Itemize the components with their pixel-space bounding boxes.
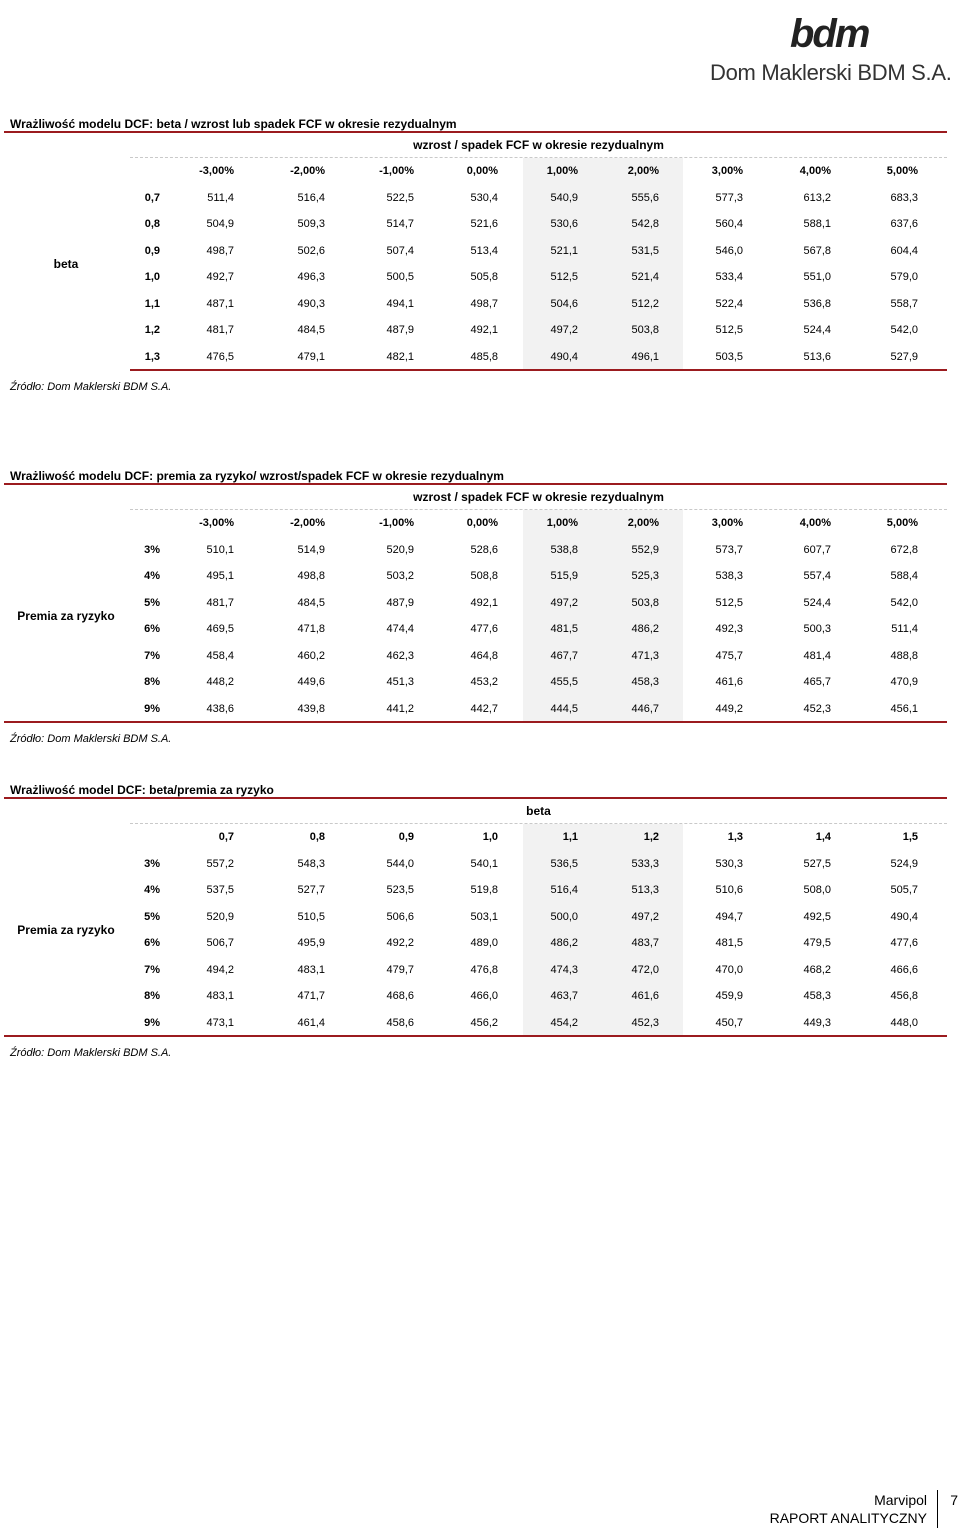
table-cell: 449,2 xyxy=(715,702,743,715)
table-cell: 438,6 xyxy=(206,702,234,715)
table-cell: 542,0 xyxy=(890,596,918,609)
column-header: 4,00% xyxy=(799,165,831,177)
table-cell: 461,4 xyxy=(297,1016,325,1029)
table-cell: 504,6 xyxy=(550,297,578,310)
table-cell: 500,5 xyxy=(386,271,414,283)
table-cell: 504,9 xyxy=(206,218,234,230)
table-cell: 536,5 xyxy=(550,857,578,870)
row-header: 0,8 xyxy=(144,218,160,230)
column-header: 3,00% xyxy=(711,165,743,177)
table-cell: 488,8 xyxy=(890,649,918,662)
row-header: 5% xyxy=(144,596,160,609)
table-cell: 512,2 xyxy=(631,297,659,310)
table-cell: 473,1 xyxy=(206,1016,234,1029)
table-cell: 527,5 xyxy=(803,857,831,870)
column-header: 0,00% xyxy=(466,165,498,177)
table-cell: 452,3 xyxy=(631,1016,659,1029)
row-header: 8% xyxy=(144,676,160,688)
table-row xyxy=(130,264,947,290)
table-cell: 487,9 xyxy=(386,596,414,609)
table-cell: 521,4 xyxy=(631,271,659,283)
table-cell: 492,2 xyxy=(386,937,414,949)
table-cell: 516,4 xyxy=(550,884,578,896)
table-cell: 555,6 xyxy=(631,191,659,204)
table-cell: 533,4 xyxy=(715,271,743,283)
table-cell: 477,6 xyxy=(890,937,918,949)
table-cell: 542,0 xyxy=(890,324,918,336)
table-cell: 513,4 xyxy=(470,244,498,257)
column-header: 1,1 xyxy=(562,831,578,843)
table-cell: 484,5 xyxy=(297,324,325,336)
column-header: 2,00% xyxy=(627,165,659,177)
table-cell: 456,2 xyxy=(470,1016,498,1029)
table-cell: 476,5 xyxy=(206,350,234,363)
table-cell: 479,1 xyxy=(297,350,325,363)
table-header-row xyxy=(130,510,947,536)
table-cell: 511,4 xyxy=(891,623,918,635)
column-header: 1,00% xyxy=(546,517,578,529)
table-cell: 495,1 xyxy=(206,570,234,582)
source-note: Źródło: Dom Maklerski BDM S.A. xyxy=(10,1047,172,1059)
table-cell: 483,1 xyxy=(297,963,325,976)
table-row xyxy=(130,1010,947,1036)
table-cell: 540,1 xyxy=(470,857,498,870)
row-header: 7% xyxy=(144,649,160,662)
table-cell: 522,5 xyxy=(386,191,414,204)
table-cell: 492,3 xyxy=(715,623,743,635)
table-cell: 486,2 xyxy=(631,623,659,635)
table-cell: 446,7 xyxy=(631,702,659,715)
table-cell: 459,9 xyxy=(715,990,743,1002)
page-footer xyxy=(760,1488,960,1528)
table-cell: 506,6 xyxy=(386,910,414,923)
table-cell: 487,1 xyxy=(206,297,234,310)
table-cell: 528,6 xyxy=(470,543,498,556)
table-cell: 512,5 xyxy=(715,324,743,336)
table-cell: 481,5 xyxy=(550,623,578,635)
column-header: 1,0 xyxy=(482,831,498,843)
table-cell: 456,8 xyxy=(890,990,918,1002)
logo-mark xyxy=(790,8,900,56)
table-cell: 497,2 xyxy=(631,910,659,923)
table-cell: 516,4 xyxy=(297,191,325,204)
table-cell: 520,9 xyxy=(206,910,234,923)
table-row xyxy=(130,291,947,317)
row-header: 9% xyxy=(144,1016,160,1029)
table-row xyxy=(130,616,947,642)
table-cell: 613,2 xyxy=(803,191,831,204)
table-cell: 492,1 xyxy=(470,324,498,336)
table-cell: 471,3 xyxy=(631,649,659,662)
table-cell: 494,7 xyxy=(715,910,743,923)
table-row xyxy=(130,238,947,264)
table-cell: 450,7 xyxy=(715,1016,743,1029)
table-cell: 558,7 xyxy=(890,297,918,310)
table-cell: 448,2 xyxy=(206,676,234,688)
table-cell: 519,8 xyxy=(470,884,498,896)
table-cell: 461,6 xyxy=(715,676,743,688)
table-cell: 451,3 xyxy=(386,676,414,688)
table-cell: 510,5 xyxy=(297,910,325,923)
table-cell: 458,3 xyxy=(803,990,831,1002)
row-header: 1,3 xyxy=(144,350,160,363)
table-bottom-rule xyxy=(130,369,947,371)
table-cell: 540,9 xyxy=(550,191,578,204)
table-row xyxy=(130,669,947,695)
table-cell: 449,6 xyxy=(297,676,325,688)
table-cell: 481,7 xyxy=(206,596,234,609)
table-cell: 477,6 xyxy=(470,623,498,635)
table-cell: 527,9 xyxy=(890,350,918,363)
table-cell: 538,8 xyxy=(550,543,578,556)
table-cell: 524,9 xyxy=(890,857,918,870)
table-cell: 496,1 xyxy=(631,350,659,363)
table-cell: 604,4 xyxy=(890,244,918,257)
table-cell: 523,5 xyxy=(386,884,414,896)
footer-company: Marvipol xyxy=(874,1492,927,1508)
table-cell: 524,4 xyxy=(803,324,831,336)
table-row xyxy=(130,211,947,237)
column-header: 0,9 xyxy=(398,831,414,843)
table-row xyxy=(130,930,947,956)
sensitivity-table-risk-premium-fcf xyxy=(0,468,960,748)
table-row xyxy=(130,957,947,983)
table-cell: 502,6 xyxy=(297,244,325,257)
table-cell: 577,3 xyxy=(715,191,743,204)
table-cell: 494,2 xyxy=(206,963,234,976)
table-cell: 468,2 xyxy=(803,963,831,976)
table-cell: 441,2 xyxy=(386,702,414,715)
row-header: 0,9 xyxy=(144,244,160,257)
column-header: 5,00% xyxy=(886,165,918,177)
table-cell: 492,5 xyxy=(803,910,831,923)
column-header: 0,8 xyxy=(309,831,325,843)
table-cell: 483,7 xyxy=(631,937,659,949)
row-header: 0,7 xyxy=(144,191,160,204)
table-cell: 530,3 xyxy=(715,857,743,870)
table-cell: 474,3 xyxy=(550,963,578,976)
table-cell: 495,9 xyxy=(297,937,325,949)
row-header: 6% xyxy=(144,623,160,635)
table-cell: 455,5 xyxy=(550,676,578,688)
table-cell: 506,7 xyxy=(206,937,234,949)
table-cell: 542,8 xyxy=(631,218,659,230)
row-header: 1,1 xyxy=(144,297,160,310)
row-header: 4% xyxy=(144,884,160,896)
section-title: Wrażliwość model DCF: beta/premia za ryzyko xyxy=(10,783,274,797)
table-cell: 453,2 xyxy=(470,676,498,688)
column-header: -3,00% xyxy=(199,165,234,177)
table-cell: 500,0 xyxy=(550,910,578,923)
table-cell: 538,3 xyxy=(715,570,743,582)
row-header: 3% xyxy=(144,857,160,870)
table-cell: 489,0 xyxy=(470,937,498,949)
table-cell: 560,4 xyxy=(715,218,743,230)
row-header: 4% xyxy=(144,570,160,582)
row-axis-label: beta xyxy=(53,257,79,271)
section-title: Wrażliwość modelu DCF: beta / wzrost lub spadek FCF w okresie rezydualnym xyxy=(10,117,457,131)
row-header: 3% xyxy=(144,543,160,556)
table-cell: 498,7 xyxy=(470,297,498,310)
source-note: Źródło: Dom Maklerski BDM S.A. xyxy=(10,733,172,745)
table-cell: 465,7 xyxy=(803,676,831,688)
table-cell: 449,3 xyxy=(803,1016,831,1029)
column-header: 0,7 xyxy=(218,831,234,843)
table-cell: 525,3 xyxy=(631,570,659,582)
title-rule xyxy=(4,483,947,485)
table-cell: 448,0 xyxy=(890,1016,918,1029)
column-header: 1,00% xyxy=(546,165,578,177)
table-cell: 508,0 xyxy=(803,884,831,896)
table-cell: 588,4 xyxy=(890,570,918,582)
table-cell: 522,4 xyxy=(715,297,743,310)
table-cell: 464,8 xyxy=(470,649,498,662)
page-number: 7 xyxy=(950,1492,958,1508)
footer-report-type: RAPORT ANALITYCZNY xyxy=(769,1510,927,1526)
table-cell: 485,8 xyxy=(470,350,498,363)
table-cell: 487,9 xyxy=(386,324,414,336)
column-header: 1,2 xyxy=(643,831,659,843)
row-header: 1,0 xyxy=(144,271,160,283)
table-cell: 456,1 xyxy=(890,702,918,715)
table-cell: 494,1 xyxy=(386,297,414,310)
table-header-row xyxy=(130,824,947,850)
table-cell: 498,7 xyxy=(206,244,234,257)
table-cell: 497,2 xyxy=(550,324,578,336)
table-cell: 458,4 xyxy=(206,649,234,662)
table-cell: 521,6 xyxy=(470,218,498,230)
table-cell: 530,4 xyxy=(470,191,498,204)
table-cell: 511,4 xyxy=(207,191,234,204)
table-cell: 672,8 xyxy=(890,543,918,556)
table-cell: 508,8 xyxy=(470,570,498,582)
table-cell: 471,7 xyxy=(297,990,325,1002)
title-rule xyxy=(4,797,947,799)
column-header: 2,00% xyxy=(627,517,659,529)
table-cell: 490,3 xyxy=(297,297,325,310)
table-cell: 530,6 xyxy=(550,218,578,230)
table-cell: 521,1 xyxy=(550,244,578,257)
column-header: 1,5 xyxy=(902,831,918,843)
table-cell: 548,3 xyxy=(297,857,325,870)
table-cell: 470,9 xyxy=(890,676,918,688)
table-bottom-rule xyxy=(4,721,947,723)
row-header: 8% xyxy=(144,990,160,1002)
table-cell: 512,5 xyxy=(715,596,743,609)
table-cell: 533,3 xyxy=(631,857,659,870)
table-cell: 520,9 xyxy=(386,543,414,556)
table-cell: 503,8 xyxy=(631,324,659,336)
table-cell: 481,4 xyxy=(803,649,831,662)
table-cell: 470,0 xyxy=(715,963,743,976)
table-cell: 513,3 xyxy=(631,884,659,896)
table-cell: 481,7 xyxy=(206,324,234,336)
table-cell: 505,7 xyxy=(890,884,918,896)
table-cell: 588,1 xyxy=(803,218,831,230)
table-cell: 579,0 xyxy=(890,271,918,283)
table-cell: 510,1 xyxy=(206,543,234,556)
table-cell: 512,5 xyxy=(550,271,578,283)
column-header: -3,00% xyxy=(199,517,234,529)
table-cell: 454,2 xyxy=(550,1016,578,1029)
table-cell: 472,0 xyxy=(631,963,659,976)
table-cell: 607,7 xyxy=(803,543,831,556)
table-cell: 546,0 xyxy=(715,244,743,257)
table-cell: 498,8 xyxy=(297,570,325,582)
table-cell: 484,5 xyxy=(297,596,325,609)
table-cell: 469,5 xyxy=(206,623,234,635)
row-axis-label: Premia za ryzyko xyxy=(17,923,115,937)
table-cell: 637,6 xyxy=(890,218,918,230)
table-row xyxy=(130,696,947,722)
company-logo xyxy=(700,8,955,86)
row-header: 6% xyxy=(144,937,160,949)
table-header-row xyxy=(130,158,947,184)
table-cell: 505,8 xyxy=(470,271,498,283)
table-cell: 458,6 xyxy=(386,1016,414,1029)
table-cell: 544,0 xyxy=(386,857,414,870)
table-cell: 500,3 xyxy=(803,623,831,635)
table-cell: 567,8 xyxy=(803,244,831,257)
column-header: -1,00% xyxy=(379,517,414,529)
table-cell: 557,4 xyxy=(803,570,831,582)
title-rule xyxy=(4,131,947,133)
source-note: Źródło: Dom Maklerski BDM S.A. xyxy=(10,381,172,393)
table-row xyxy=(130,344,947,370)
table-cell: 452,3 xyxy=(803,702,831,715)
table-cell: 439,8 xyxy=(297,702,325,715)
table-cell: 475,7 xyxy=(715,649,743,662)
table-row xyxy=(130,983,947,1009)
table-row xyxy=(130,851,947,877)
column-header: -2,00% xyxy=(290,165,325,177)
table-cell: 573,7 xyxy=(715,543,743,556)
group-title: wzrost / spadek FCF w okresie rezydualnym xyxy=(413,490,664,504)
row-header: 1,2 xyxy=(144,324,160,336)
column-header: -2,00% xyxy=(290,517,325,529)
column-header: 1,4 xyxy=(815,831,831,843)
sensitivity-table-beta-risk-premium xyxy=(0,782,960,1062)
table-cell: 514,9 xyxy=(297,543,325,556)
table-cell: 531,5 xyxy=(631,244,659,257)
table-cell: 496,3 xyxy=(297,271,325,283)
section-title: Wrażliwość modelu DCF: premia za ryzyko/ wzrost/spadek FCF w okresie rezydualnym xyxy=(10,469,504,483)
table-row xyxy=(130,877,947,903)
column-header: 3,00% xyxy=(711,517,743,529)
table-cell: 514,7 xyxy=(386,218,414,230)
table-cell: 466,6 xyxy=(890,963,918,976)
table-cell: 536,8 xyxy=(803,297,831,310)
table-bottom-rule xyxy=(4,1035,947,1037)
column-header: -1,00% xyxy=(379,165,414,177)
group-title: wzrost / spadek FCF w okresie rezydualnym xyxy=(413,138,664,152)
table-cell: 492,7 xyxy=(206,271,234,283)
footer-divider xyxy=(937,1490,938,1528)
table-cell: 527,7 xyxy=(297,884,325,896)
column-header: 1,3 xyxy=(727,831,743,843)
sensitivity-table-beta-fcf xyxy=(0,116,960,396)
table-cell: 444,5 xyxy=(550,702,578,715)
row-header: 7% xyxy=(144,963,160,976)
logo-name: Dom Maklerski BDM S.A. xyxy=(710,60,952,85)
row-header: 5% xyxy=(144,910,160,923)
table-cell: 463,7 xyxy=(550,990,578,1002)
table-row xyxy=(130,904,947,930)
table-cell: 524,4 xyxy=(803,596,831,609)
table-cell: 552,9 xyxy=(631,543,659,556)
table-cell: 442,7 xyxy=(470,702,498,715)
table-cell: 474,4 xyxy=(386,623,414,635)
table-cell: 515,9 xyxy=(550,570,578,582)
table-row xyxy=(130,590,947,616)
table-cell: 497,2 xyxy=(550,596,578,609)
table-cell: 462,3 xyxy=(386,649,414,662)
table-cell: 483,1 xyxy=(206,990,234,1002)
table-row xyxy=(130,537,947,563)
table-cell: 513,6 xyxy=(803,350,831,363)
table-cell: 507,4 xyxy=(386,244,414,257)
table-cell: 476,8 xyxy=(470,963,498,976)
table-cell: 479,5 xyxy=(803,937,831,949)
table-row xyxy=(130,563,947,589)
table-cell: 492,1 xyxy=(470,596,498,609)
table-cell: 509,3 xyxy=(297,218,325,230)
group-title: beta xyxy=(526,804,551,818)
table-row xyxy=(130,185,947,211)
table-cell: 557,2 xyxy=(206,857,234,870)
column-header: 5,00% xyxy=(886,517,918,529)
row-axis-label: Premia za ryzyko xyxy=(17,609,115,623)
table-cell: 551,0 xyxy=(803,271,831,283)
table-cell: 490,4 xyxy=(550,350,578,363)
table-cell: 503,8 xyxy=(631,596,659,609)
table-cell: 486,2 xyxy=(550,937,578,949)
table-cell: 537,5 xyxy=(206,884,234,896)
table-cell: 482,1 xyxy=(386,350,414,363)
column-header: 4,00% xyxy=(799,517,831,529)
logo-mark-text: bdm xyxy=(790,12,869,56)
table-cell: 460,2 xyxy=(297,649,325,662)
row-header: 9% xyxy=(144,702,160,715)
table-cell: 503,5 xyxy=(715,350,743,363)
table-row xyxy=(130,317,947,343)
table-cell: 471,8 xyxy=(297,623,325,635)
table-cell: 468,6 xyxy=(386,990,414,1002)
table-cell: 466,0 xyxy=(470,990,498,1002)
table-cell: 479,7 xyxy=(386,963,414,976)
table-row xyxy=(130,643,947,669)
table-cell: 510,6 xyxy=(715,884,743,896)
table-cell: 481,5 xyxy=(715,937,743,949)
table-cell: 461,6 xyxy=(631,990,659,1002)
table-cell: 503,1 xyxy=(470,910,498,923)
column-header: 0,00% xyxy=(466,517,498,529)
table-cell: 490,4 xyxy=(890,910,918,923)
table-cell: 503,2 xyxy=(386,570,414,582)
table-cell: 458,3 xyxy=(631,676,659,688)
table-cell: 683,3 xyxy=(890,191,918,204)
table-cell: 467,7 xyxy=(550,649,578,662)
